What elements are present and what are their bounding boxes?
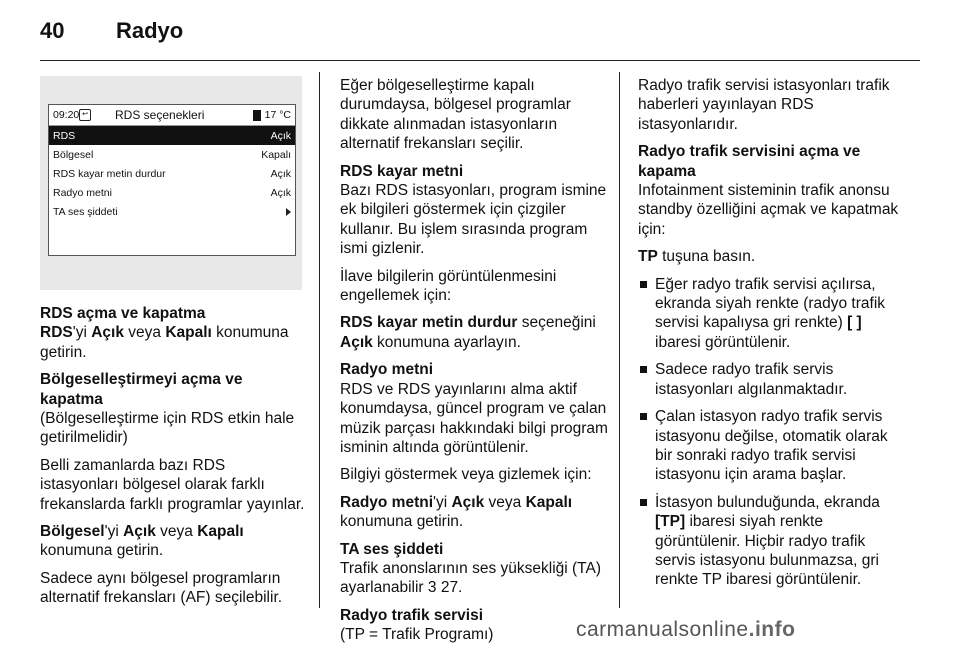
column-divider xyxy=(619,72,620,608)
display-row xyxy=(49,202,295,221)
paragraph: Bilgiyi göstermek veya gizlemek için: xyxy=(340,466,592,484)
column-1 xyxy=(40,304,306,616)
column-divider xyxy=(319,72,320,608)
header-rule xyxy=(40,60,920,61)
display-temp: 17 °C xyxy=(264,109,291,121)
display-row xyxy=(49,126,295,145)
row-label: Radyo metni xyxy=(53,186,112,199)
heading: Radyo trafik servisi xyxy=(340,606,484,624)
row-value: Açık xyxy=(270,186,291,199)
list-item: Eğer radyo trafik servisi açılırsa, ekranda siyah renkte (radyo trafik servisi kapalıysa gri renkte) [ ] ibaresi görüntülenir. xyxy=(638,275,906,353)
heading: Radyo trafik servisini açma ve kapama xyxy=(638,143,861,180)
row-value: Açık xyxy=(270,167,291,180)
paragraph: Bazı RDS istasyonları, program ismine ek bilgileri göstermek için çizgiler kullanır. Bu işlem sırasında program ismi gizlenir. xyxy=(340,182,607,258)
rds-options-screen-image xyxy=(40,76,302,290)
paragraph: Eğer bölgeselleştirme kapalı durumdaysa, bölgesel programlar dikkate alınmadan istasyonların alternatif frekansları seçilir. xyxy=(340,77,571,153)
paragraph: (TP = Trafik Programı) xyxy=(340,626,494,644)
paragraph: RDS kayar metin durdur seçeneğini Açık konumuna ayarlayın. xyxy=(340,314,596,351)
display-title: RDS seçenekleri xyxy=(115,108,205,122)
paragraph: Infotainment sisteminin trafik anonsu standby özelliğini açmak ve kapatmak için: xyxy=(638,182,899,238)
display-panel xyxy=(48,104,296,256)
list-item: Sadece radyo trafik servis istasyonları algılanmaktadır. xyxy=(638,360,906,399)
paragraph: Trafik anonslarının ses yüksekliği (TA) ayarlanabilir 3 27. xyxy=(340,559,602,597)
heading: Radyo metni xyxy=(340,361,434,379)
heading: TA ses şiddeti xyxy=(340,540,444,558)
row-label: Bölgesel xyxy=(53,148,94,161)
paragraph: RDS ve RDS yayınlarını alma aktif konumdaysa, güncel program ve çalan müzik parçası hakkındaki bilgi program isminin altında görüntülenir. xyxy=(340,380,608,456)
paragraph: Radyo metni'yi Açık veya Kapalı konumuna getirin. xyxy=(340,493,573,531)
row-value: Kapalı xyxy=(261,148,291,161)
row-value: Açık xyxy=(270,129,291,142)
display-row xyxy=(49,164,295,183)
paragraph: TP tuşuna basın. xyxy=(638,248,756,266)
bullet-list xyxy=(638,275,906,590)
back-icon: ↩ xyxy=(79,109,91,121)
page-reference-link[interactable]: 3 27. xyxy=(427,579,463,597)
display-row xyxy=(49,183,295,202)
paragraph: Bölgesel'yi Açık veya Kapalı konumuna getirin. xyxy=(40,523,244,560)
paragraph: Radyo trafik servisi istasyonları trafik haberleri yayınlayan RDS istasyonlarıdır. xyxy=(638,77,890,133)
display-row xyxy=(49,145,295,164)
list-item: İstasyon bulunduğunda, ekranda [TP] ibaresi siyah renkte görüntülenir. Hiçbir radyo trafik servis istasyonu bulunmazsa, gri renkte TP ibaresi görüntülenir. xyxy=(638,493,906,590)
arrow-right-icon xyxy=(286,208,291,216)
page-number: 40 xyxy=(40,18,65,43)
paragraph: (Bölgeselleştirme için RDS etkin hale getirilmelidir) xyxy=(40,410,295,447)
paragraph: İlave bilgilerin görüntülenmesini engellemek için: xyxy=(340,267,557,305)
row-label: TA ses şiddeti xyxy=(53,205,118,218)
phone-icon xyxy=(253,110,261,121)
row-label: RDS xyxy=(53,129,76,142)
watermark: carmanualsonline.info xyxy=(576,618,796,641)
display-time: 09:20 xyxy=(53,109,80,121)
page-header xyxy=(40,18,183,44)
paragraph: Sadece aynı bölgesel programların alternatif frekansları (AF) seçilebilir. xyxy=(40,569,283,607)
column-3 xyxy=(638,76,906,598)
column-2 xyxy=(340,76,608,653)
row-label: RDS kayar metin durdur xyxy=(53,167,166,180)
page-title: Radyo xyxy=(116,18,184,43)
paragraph: Belli zamanlarda bazı RDS istasyonları bölgesel olarak farklı frekanslarda farklı programlar yayınlar. xyxy=(40,456,305,513)
heading: Bölgeselleştirmeyi açma ve kapatma xyxy=(40,371,243,408)
paragraph: RDS'yi Açık veya Kapalı konumuna getirin. xyxy=(40,324,289,361)
display-status-bar xyxy=(49,105,295,126)
heading: RDS kayar metni xyxy=(340,162,464,180)
heading: RDS açma ve kapatma xyxy=(40,305,206,322)
list-item: Çalan istasyon radyo trafik servis istasyonu değilse, otomatik olarak bir sonraki radyo trafik servisi istasyonu için arama başlar. xyxy=(638,407,906,485)
